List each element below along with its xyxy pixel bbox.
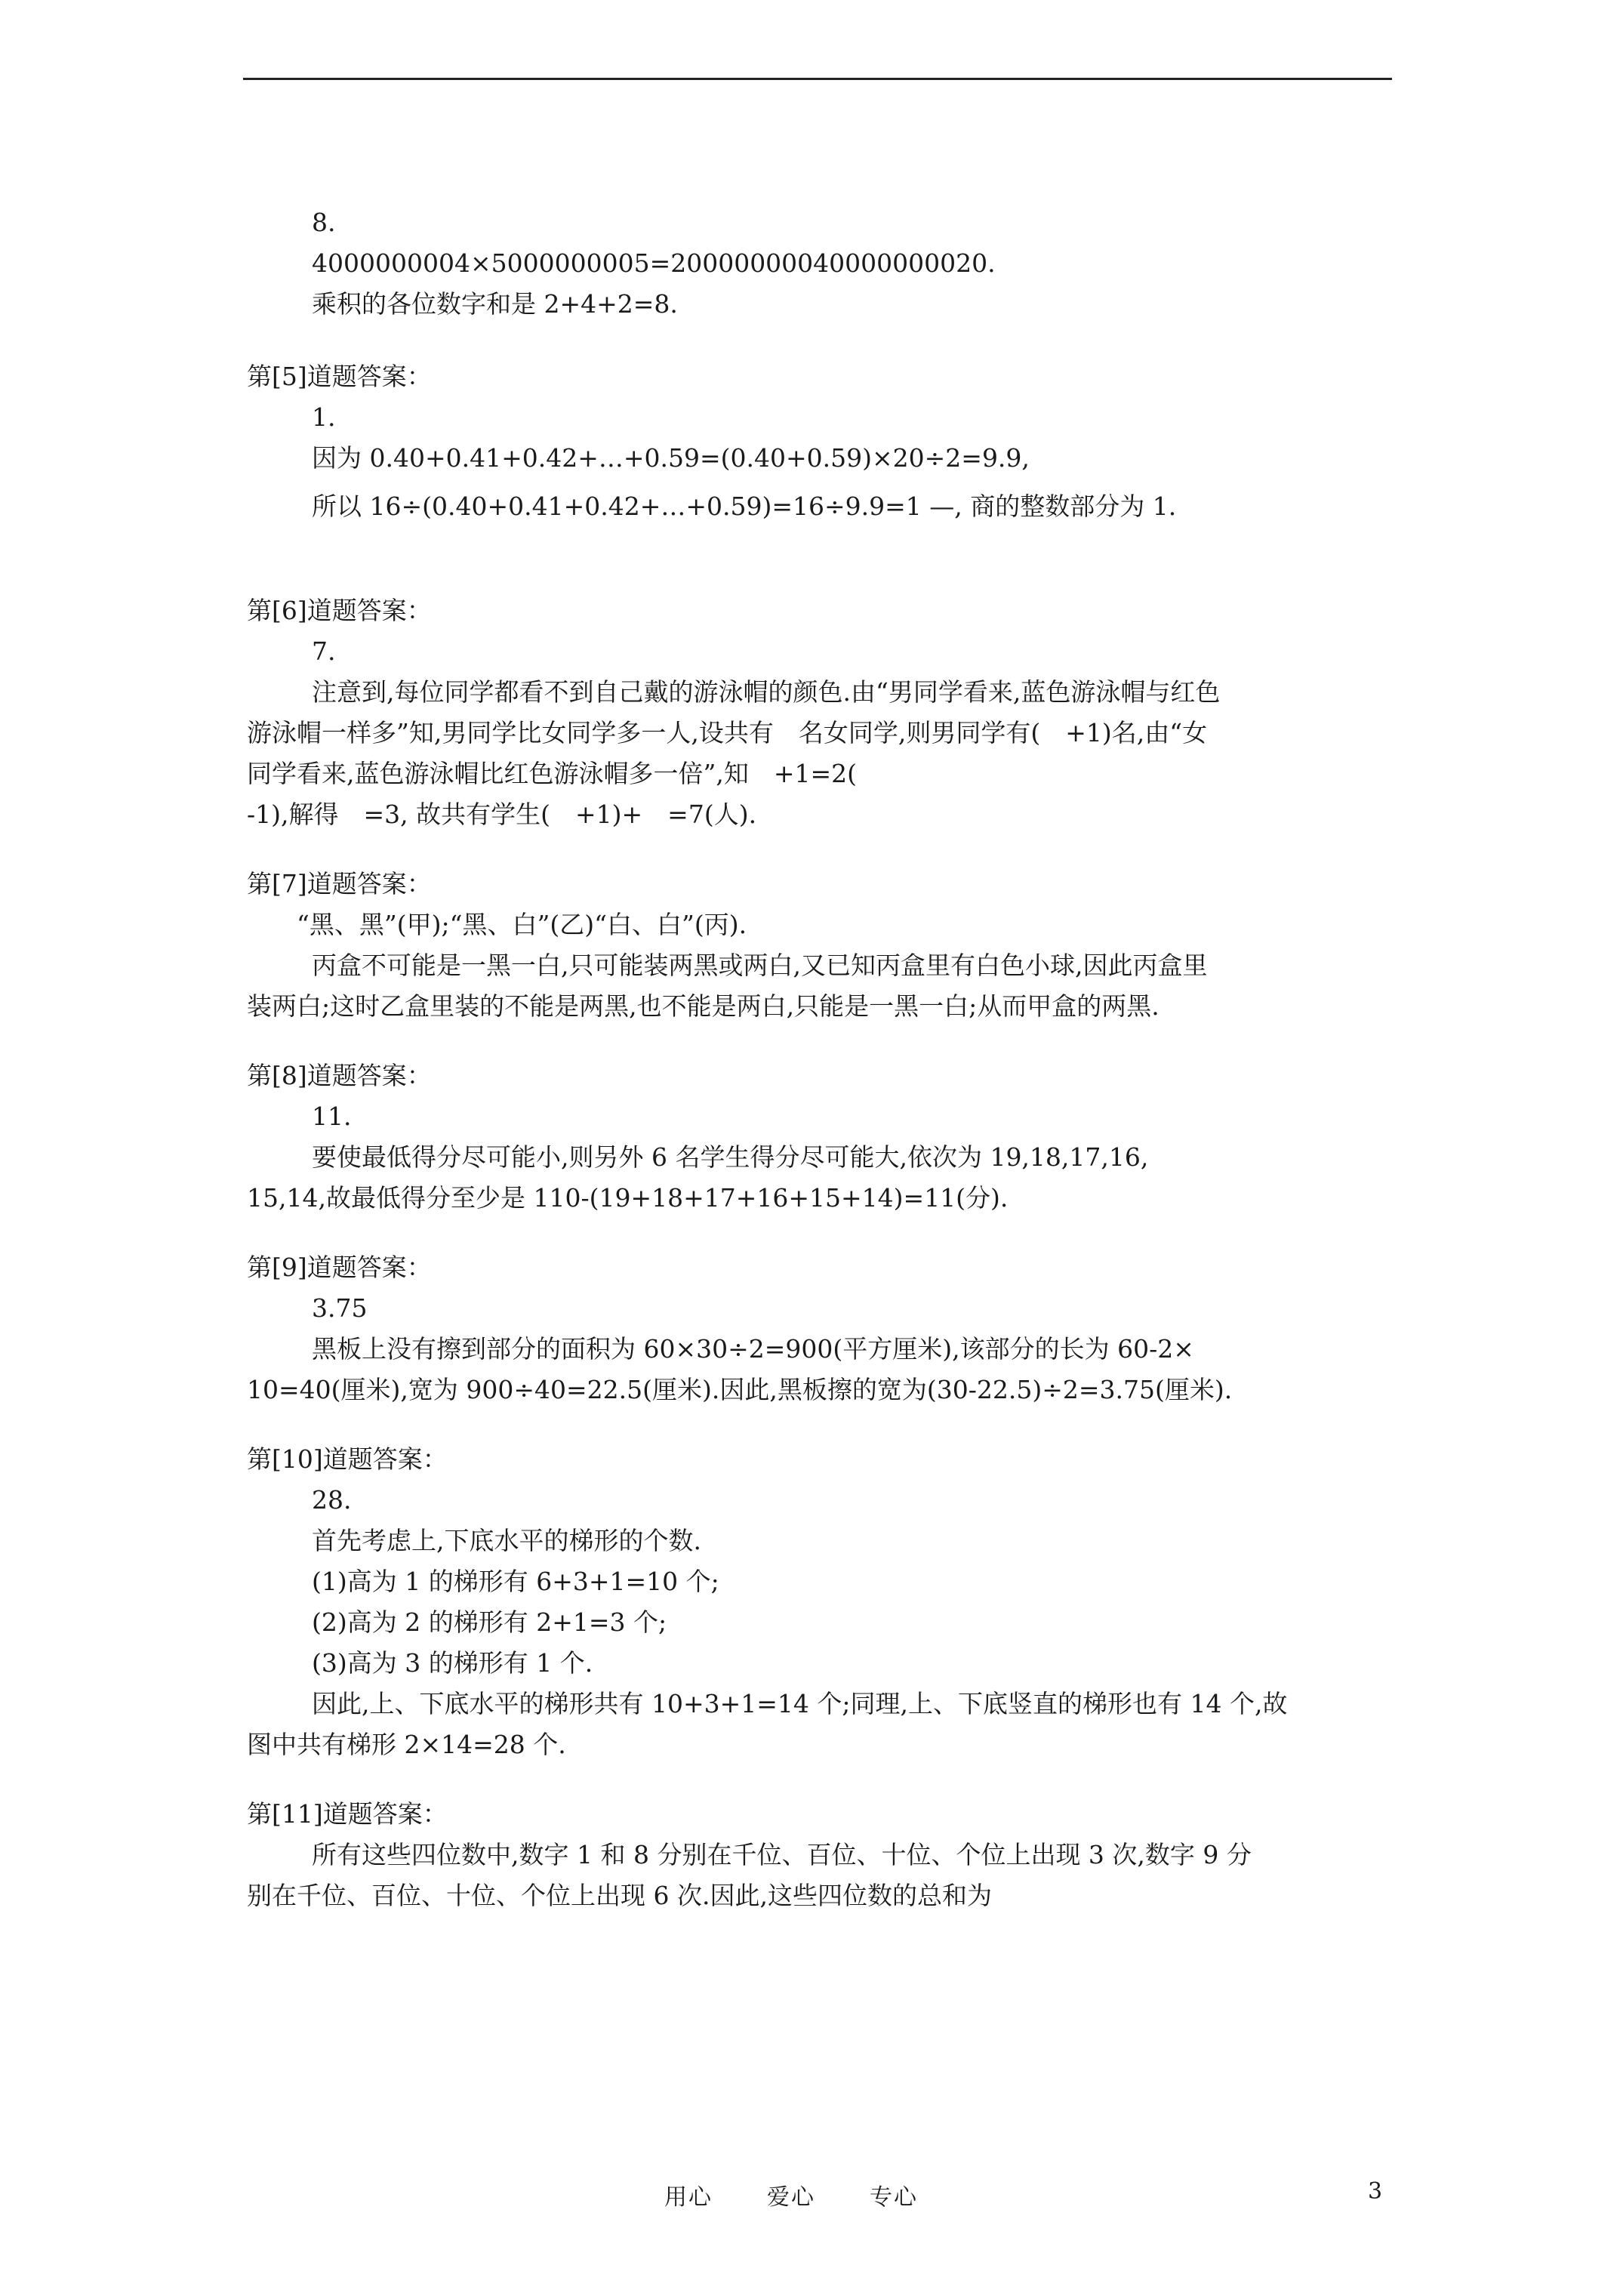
answer-line: “黑、黑”(甲);“黑、白”(乙)“白、白”(丙).	[297, 910, 747, 939]
footer-motto	[664, 2178, 972, 2211]
answer-value: 28.	[312, 1485, 352, 1515]
section-heading: 第[9]道题答案：	[247, 1253, 432, 1282]
answer-line: 4000000004×5000000005=20000000040000000020.	[312, 248, 996, 278]
answer-continuation	[247, 202, 1394, 325]
answer-line: 因此,上、下底水平的梯形共有 10+3+1=14 个;同理,上、下底竖直的梯形也有 14 个,故	[312, 1689, 1288, 1718]
answer-section-6	[247, 590, 1394, 835]
answer-line: 黑板上没有擦到部分的面积为 60×30÷2=900(平方厘米),该部分的长为 60-2×	[312, 1334, 1194, 1364]
answer-line: 首先考虑上,下底水平的梯形的个数.	[312, 1526, 701, 1555]
section-heading: 第[5]道题答案：	[247, 362, 432, 391]
footer-motto-word: 专心	[870, 2184, 918, 2211]
answer-line: 同学看来,蓝色游泳帽比红色游泳帽多一倍”,知 +1=2(	[247, 759, 858, 788]
page-number: 3	[1368, 2178, 1383, 2205]
header-rule	[243, 78, 1392, 80]
answer-line: 15,14,故最低得分至少是 110-(19+18+17+16+15+14)=11(分).	[247, 1183, 1009, 1213]
answer-value: 8.	[312, 208, 336, 237]
section-heading: 第[10]道题答案：	[247, 1444, 448, 1474]
answer-line: 要使最低得分尽可能小,则另外 6 名学生得分尽可能大,依次为 19,18,17,16,	[312, 1142, 1149, 1172]
answer-value: 1.	[312, 402, 336, 432]
answer-line: 丙盒不可能是一黑一白,只可能装两黑或两白,又已知丙盒里有白色小球,因此丙盒里	[312, 951, 1208, 980]
answer-section-8	[247, 1056, 1394, 1219]
answer-line: -1),解得 =3, 故共有学生( +1)+ =7(人).	[247, 800, 757, 829]
answer-section-9	[247, 1247, 1394, 1410]
answer-line: (1)高为 1 的梯形有 6+3+1=10 个;	[312, 1567, 719, 1596]
answer-line: 游泳帽一样多”知,男同学比女同学多一人,设共有 名女同学,则男同学有( +1)名,由“女	[247, 718, 1208, 747]
answer-line: 所以 16÷(0.40+0.41+0.42+…+0.59)=16÷9.9=1 —, 商的整数部分为 1.	[312, 492, 1177, 521]
answer-section-11	[247, 1794, 1394, 1916]
answer-line: 别在千位、百位、十位、个位上出现 6 次.因此,这些四位数的总和为	[247, 1881, 992, 1910]
answer-line: 乘积的各位数字和是 2+4+2=8.	[312, 289, 678, 319]
answer-value: 7.	[312, 636, 336, 666]
document-body	[247, 202, 1394, 1916]
answer-line: 注意到,每位同学都看不到自己戴的游泳帽的颜色.由“男同学看来,蓝色游泳帽与红色	[312, 677, 1221, 707]
answer-line: 所有这些四位数中,数字 1 和 8 分别在千位、百位、十位、个位上出现 3 次,数字 9 分	[312, 1840, 1252, 1869]
section-heading: 第[7]道题答案：	[247, 869, 432, 898]
footer-motto-word: 爱心	[767, 2184, 815, 2211]
answer-section-10	[247, 1439, 1394, 1765]
section-heading: 第[11]道题答案：	[247, 1799, 448, 1829]
answer-line: (2)高为 2 的梯形有 2+1=3 个;	[312, 1607, 667, 1637]
answer-section-7	[247, 864, 1394, 1027]
answer-line: 图中共有梯形 2×14=28 个.	[247, 1730, 566, 1759]
answer-value: 11.	[312, 1102, 352, 1131]
section-heading: 第[6]道题答案：	[247, 596, 432, 625]
answer-line: 10=40(厘米),宽为 900÷40=22.5(厘米).因此,黑板擦的宽为(30-22.5)÷2=3.75(厘米).	[247, 1375, 1233, 1404]
footer-motto-word: 用心	[664, 2184, 713, 2211]
section-heading: 第[8]道题答案：	[247, 1061, 432, 1090]
answer-line: 因为 0.40+0.41+0.42+…+0.59=(0.40+0.59)×20÷2=9.9,	[312, 443, 1030, 473]
answer-section-5	[247, 356, 1394, 527]
answer-value: 3.75	[312, 1293, 368, 1323]
answer-line: (3)高为 3 的梯形有 1 个.	[312, 1648, 593, 1678]
answer-line: 装两白;这时乙盒里装的不能是两黑,也不能是两白,只能是一黑一白;从而甲盒的两黑.	[247, 991, 1160, 1021]
